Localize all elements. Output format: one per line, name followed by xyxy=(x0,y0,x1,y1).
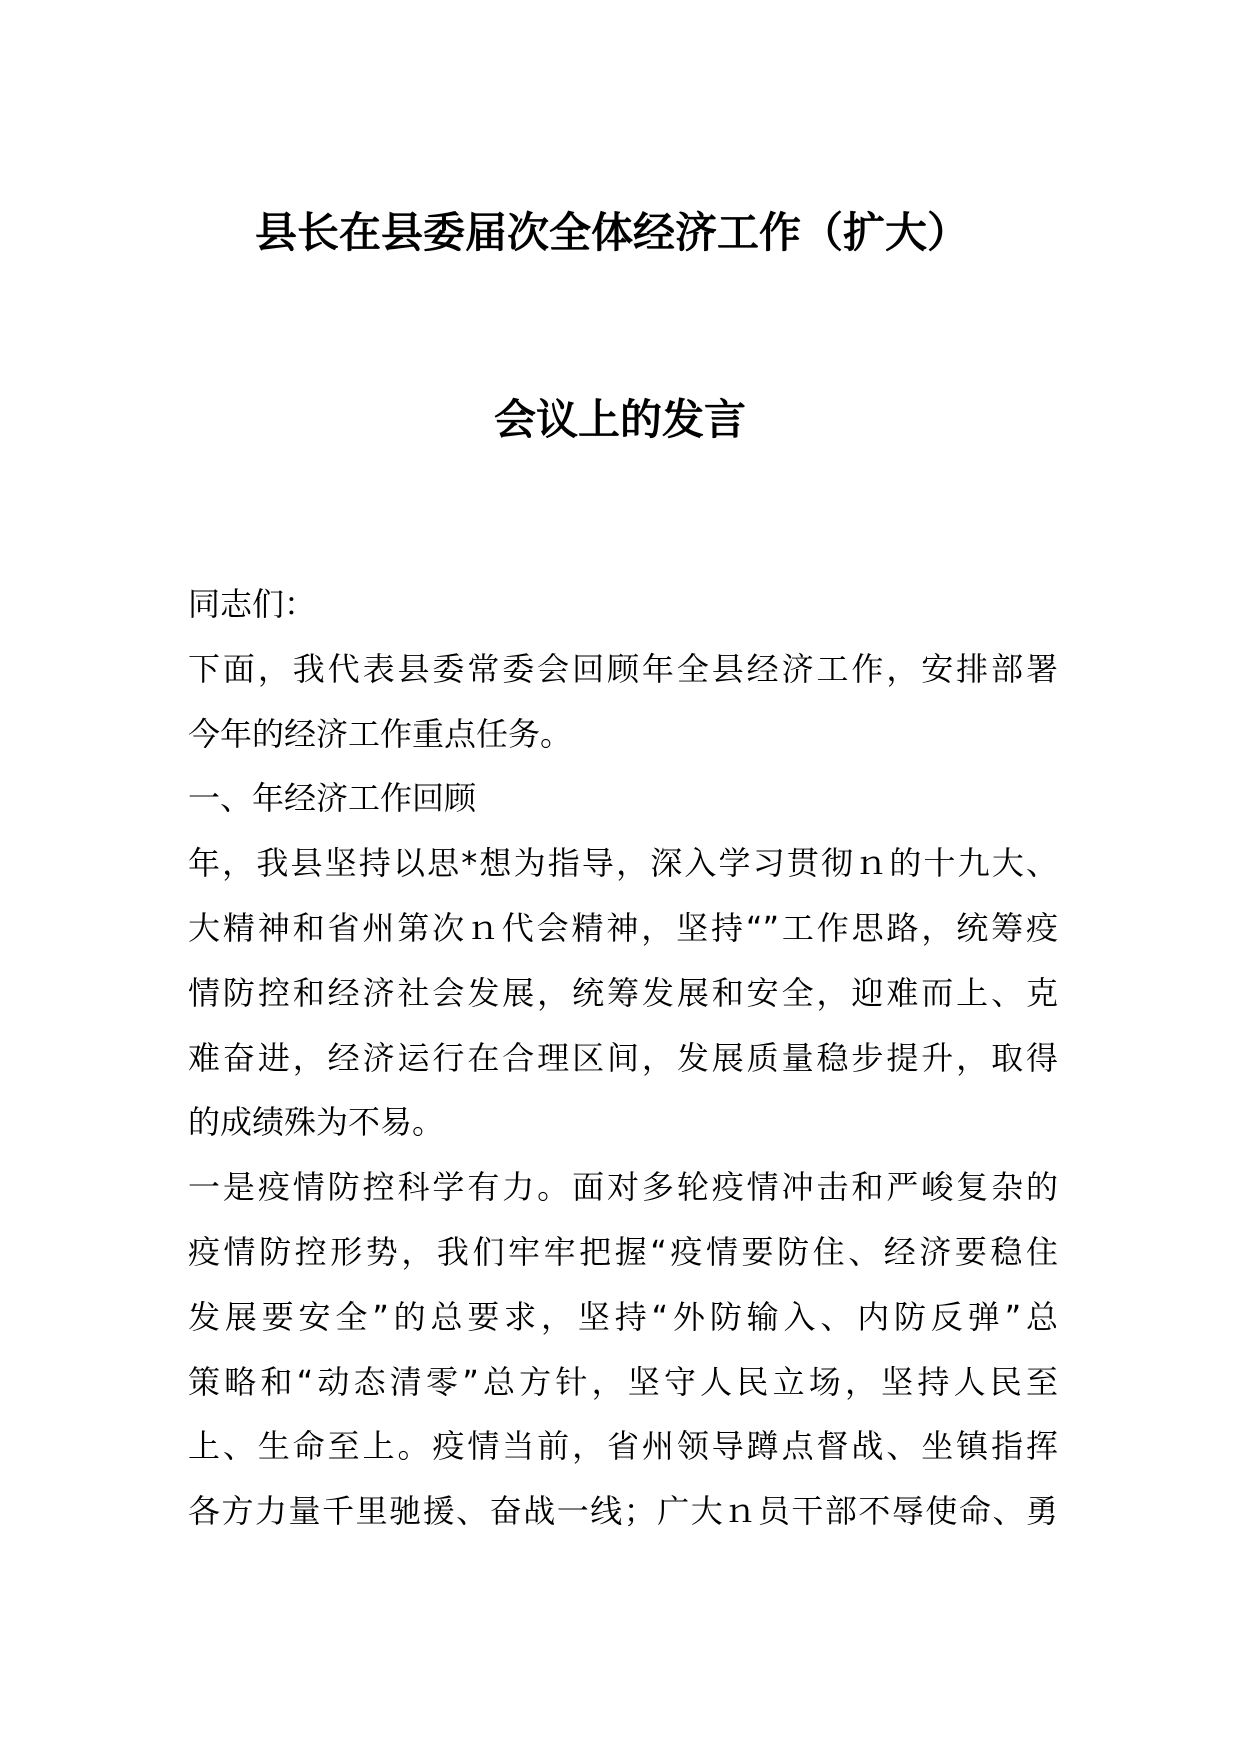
body-line: 上、生命至上。疫情当前，省州领导蹲点督战、坐镇指挥 xyxy=(188,1427,1058,1466)
body-line: 发展要安全”的总要求，坚持“外防输入、内防反弹”总 xyxy=(188,1297,1058,1336)
body-line: 策略和“动态清零”总方针，坚守人民立场，坚持人民至 xyxy=(188,1362,1058,1401)
document-body xyxy=(188,572,1058,1544)
body-line: 同志们： xyxy=(188,585,317,623)
body-line: 各方力量千里驰援、奋战一线；广大ｎ员干部不辱使命、勇 xyxy=(188,1492,1058,1531)
body-line: 一、年经济工作回顾 xyxy=(188,779,477,818)
body-line: 下面，我代表县委常委会回顾年全县经济工作，安排部署 xyxy=(188,649,1058,688)
document-title-line-1: 县长在县委届次全体经济工作（扩大） xyxy=(254,208,969,257)
body-line: 一是疫情防控科学有力。面对多轮疫情冲击和严峻复杂的 xyxy=(188,1168,1058,1207)
body-line: 年，我县坚持以思*想为指导，深入学习贯彻ｎ的十九大、 xyxy=(188,844,1058,883)
document-title-line-2: 会议上的发言 xyxy=(493,395,746,444)
body-line: 难奋进，经济运行在合理区间，发展质量稳步提升，取得 xyxy=(188,1038,1058,1077)
body-line: 今年的经济工作重点任务。 xyxy=(188,714,573,753)
body-line: 大精神和省州第次ｎ代会精神，坚持“”工作思路，统筹疫 xyxy=(188,908,1058,947)
body-line: 情防控和经济社会发展，统筹发展和安全，迎难而上、克 xyxy=(188,973,1058,1012)
body-line: 疫情防控形势，我们牢牢把握“疫情要防住、经济要稳住 xyxy=(188,1232,1058,1271)
body-line: 的成绩殊为不易。 xyxy=(188,1103,445,1142)
